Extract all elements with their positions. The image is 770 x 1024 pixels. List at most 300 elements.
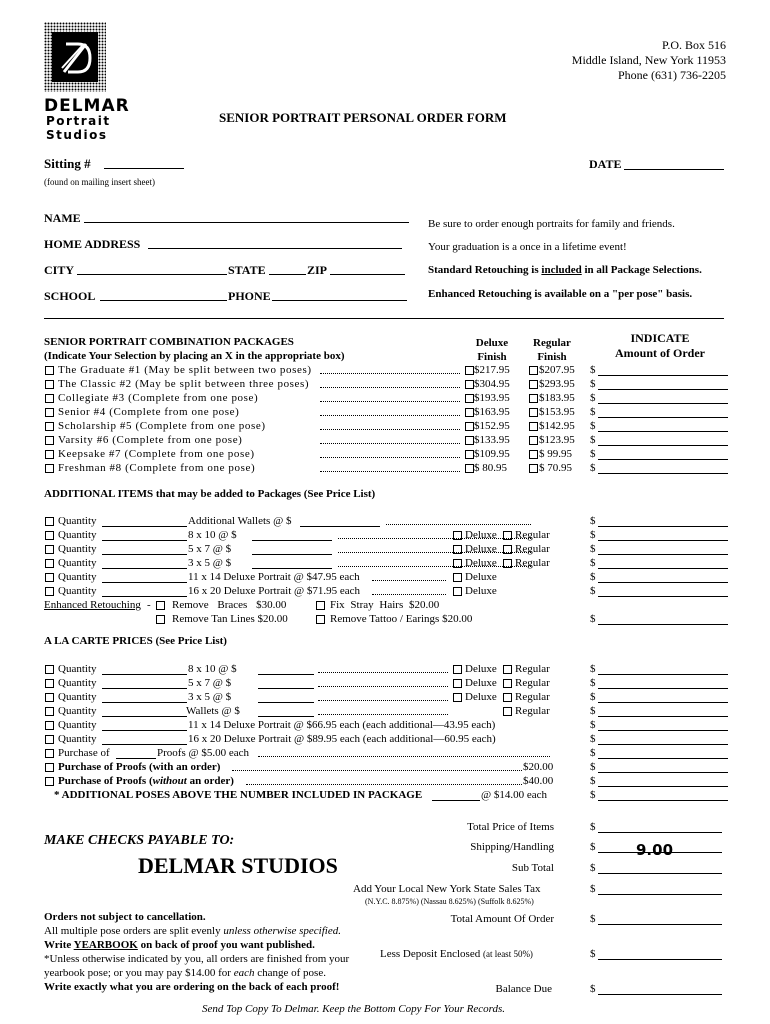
- quantity-label: Quantity: [58, 677, 97, 689]
- quantity-label: Quantity: [58, 705, 97, 717]
- price-field[interactable]: [258, 688, 314, 689]
- additional-title: ADDITIONAL ITEMS that may be added to Packages (See Price List): [44, 488, 376, 500]
- deluxe-finish-header: [474, 336, 510, 364]
- regular-checkbox[interactable]: [529, 408, 538, 417]
- package-checkbox[interactable]: [45, 394, 54, 403]
- deluxe-price: $217.95: [474, 364, 510, 376]
- additional-checkbox[interactable]: [45, 559, 54, 568]
- policy-yearbook: [44, 938, 349, 952]
- state-field[interactable]: [269, 274, 306, 275]
- regular-checkbox[interactable]: [529, 380, 538, 389]
- additional-item-label: 3 x 5 @ $: [188, 557, 232, 569]
- deluxe-checkbox[interactable]: [465, 436, 474, 445]
- regular-checkbox[interactable]: [503, 693, 512, 702]
- package-amount-amount-field[interactable]: [598, 389, 728, 390]
- deluxe-label: Deluxe: [465, 543, 497, 555]
- remove-tan-label: Remove Tan Lines $20.00: [172, 613, 288, 625]
- regular-price: $ 70.95: [539, 462, 572, 474]
- additional-leader: [386, 524, 531, 525]
- package-checkbox[interactable]: [45, 380, 54, 389]
- subtotal-label: Sub Total: [511, 862, 554, 874]
- additional-item-label: 11 x 14 Deluxe Portrait @ $47.95 each: [188, 571, 360, 583]
- quantity-label: Quantity: [58, 543, 97, 555]
- date-label: DATE: [589, 157, 622, 171]
- package-leader: [320, 443, 460, 444]
- package-leader: [320, 387, 460, 388]
- regular-price: $293.95: [539, 378, 575, 390]
- regular-price: $123.95: [539, 434, 575, 446]
- balance-amount-amount-field[interactable]: [598, 994, 722, 995]
- regular-checkbox[interactable]: [529, 366, 538, 375]
- alacarte-amount-dollar: $: [590, 733, 596, 745]
- sitting-field[interactable]: [104, 168, 184, 169]
- alacarte-amount-amount-field[interactable]: [598, 730, 728, 731]
- regular-checkbox[interactable]: [503, 559, 512, 568]
- fix-hairs-checkbox[interactable]: [316, 601, 325, 610]
- package-amount-dollar: $: [590, 392, 596, 404]
- phone-field[interactable]: [272, 300, 407, 301]
- deposit-note: (at least 50%): [482, 949, 533, 959]
- subtotal-amount-amount-field[interactable]: [598, 873, 722, 874]
- package-amount-amount-field[interactable]: [598, 403, 728, 404]
- policy-write-exactly: Write exactly what you are ordering on the back of each proof!: [44, 981, 340, 993]
- package-checkbox[interactable]: [45, 450, 54, 459]
- deluxe-header-2: Finish: [477, 351, 507, 363]
- note-graduation: Your graduation is a once in a lifetime event!: [428, 241, 627, 253]
- alacarte-checkbox[interactable]: [45, 679, 54, 688]
- additional-amount-amount-field[interactable]: [598, 540, 728, 541]
- regular-checkbox[interactable]: [529, 450, 538, 459]
- alacarte-checkbox[interactable]: [45, 735, 54, 744]
- total-items-label: Total Price of Items: [467, 821, 554, 833]
- regular-finish-header: [530, 336, 574, 364]
- quantity-label: Quantity: [58, 663, 97, 675]
- package-name: Varsity #6 (Complete from one pose): [58, 434, 243, 446]
- deluxe-checkbox[interactable]: [453, 587, 462, 596]
- package-checkbox[interactable]: [45, 408, 54, 417]
- payable-name: DELMAR STUDIOS: [138, 853, 338, 878]
- alacarte-item-label: 16 x 20 Deluxe Portrait @ $89.95 each (each additional—60.95 each): [188, 733, 496, 745]
- package-leader: [320, 471, 460, 472]
- note-order-enough: Be sure to order enough portraits for family and friends.: [428, 218, 675, 230]
- remove-braces-checkbox[interactable]: [156, 601, 165, 610]
- retouching-amount-dollar: $: [590, 613, 596, 625]
- additional-item-label: 16 x 20 Deluxe Portrait @ $71.95 each: [188, 585, 361, 597]
- package-leader: [320, 415, 460, 416]
- enhanced-dash-glyph: -: [147, 599, 151, 611]
- shipping-amount-dollar: $: [590, 841, 596, 853]
- deluxe-checkbox[interactable]: [453, 545, 462, 554]
- quantity-label: Quantity: [58, 529, 97, 541]
- regular-header-2: Finish: [537, 351, 567, 363]
- deluxe-checkbox[interactable]: [465, 464, 474, 473]
- enhanced-retouching-label: Enhanced Retouching: [44, 599, 141, 611]
- deluxe-label: Deluxe: [465, 529, 497, 541]
- alacarte-amount-amount-field[interactable]: [598, 744, 728, 745]
- company-address: [572, 38, 726, 83]
- name-label: NAME: [44, 211, 81, 225]
- additional-amount-dollar: $: [590, 571, 596, 583]
- regular-price: $153.95: [539, 406, 575, 418]
- logo-text-studios: Studios: [46, 128, 108, 142]
- alacarte-item-label: 8 x 10 @ $: [188, 663, 237, 675]
- policy-split-b: unless otherwise specified.: [223, 925, 341, 937]
- additional-leader: [372, 594, 446, 595]
- indicate-header: [598, 331, 722, 361]
- additional-amount-dollar: $: [590, 543, 596, 555]
- proofs-without-a: Purchase of Proofs (: [58, 775, 153, 787]
- package-name: Collegiate #3 (Complete from one pose): [58, 392, 259, 404]
- alacarte-item-label: 11 x 14 Deluxe Portrait @ $66.95 each (each additional—43.95 each): [188, 719, 496, 731]
- policy-no-cancel: Orders not subject to cancellation.: [44, 911, 206, 923]
- deluxe-checkbox[interactable]: [465, 422, 474, 431]
- deluxe-checkbox[interactable]: [453, 573, 462, 582]
- deluxe-checkbox[interactable]: [465, 380, 474, 389]
- package-amount-dollar: $: [590, 364, 596, 376]
- phone-label: PHONE: [228, 289, 271, 303]
- alacarte-item-label: Wallets @ $: [186, 705, 240, 717]
- quantity-field[interactable]: [102, 526, 187, 527]
- additional-amount-dollar: $: [590, 529, 596, 541]
- package-name: The Classic #2 (May be split between three poses): [58, 378, 310, 390]
- regular-label: Regular: [515, 691, 550, 703]
- tax-amount-amount-field[interactable]: [598, 894, 722, 895]
- policy-split-a: All multiple pose orders are split evenly: [44, 925, 224, 937]
- regular-checkbox[interactable]: [529, 394, 538, 403]
- deluxe-checkbox[interactable]: [465, 394, 474, 403]
- total-items-amount-amount-field[interactable]: [598, 832, 722, 833]
- additional-amount-amount-field[interactable]: [598, 554, 728, 555]
- additional-checkbox[interactable]: [45, 517, 54, 526]
- total-items-amount-dollar: $: [590, 821, 596, 833]
- alacarte-amount-amount-field[interactable]: [598, 716, 728, 717]
- package-leader: [320, 457, 460, 458]
- quantity-field[interactable]: [102, 702, 187, 703]
- package-amount-amount-field[interactable]: [598, 431, 728, 432]
- delmar-logo: [44, 22, 106, 92]
- additional-poses-amount-amount-field[interactable]: [598, 800, 728, 801]
- footer-note: Send Top Copy To Delmar. Keep the Bottom Copy For Your Records.: [202, 1003, 506, 1015]
- alacarte-leader: [318, 686, 448, 687]
- packages-title: SENIOR PORTRAIT COMBINATION PACKAGES: [44, 336, 294, 348]
- quantity-field[interactable]: [102, 582, 187, 583]
- regular-price: $207.95: [539, 364, 575, 376]
- date-field[interactable]: [624, 169, 724, 170]
- quantity-label: Quantity: [58, 691, 97, 703]
- regular-checkbox[interactable]: [503, 531, 512, 540]
- note-standard-included: included: [541, 264, 582, 276]
- tax-note: (N.Y.C. 8.875%) (Nassau 8.625%) (Suffolk 8.625%): [365, 897, 534, 906]
- policy-block: [44, 910, 349, 994]
- alacarte-checkbox[interactable]: [45, 693, 54, 702]
- additional-amount-amount-field[interactable]: [598, 596, 728, 597]
- package-checkbox[interactable]: [45, 464, 54, 473]
- proofs-with-checkbox[interactable]: [45, 763, 54, 772]
- proofs-without-price: $40.00: [523, 775, 554, 787]
- alacarte-leader: [318, 672, 448, 673]
- alacarte-title: A LA CARTE PRICES (See Price List): [44, 635, 227, 647]
- deluxe-label: Deluxe: [465, 557, 497, 569]
- deluxe-label: Deluxe: [465, 663, 497, 675]
- package-name: Senior #4 (Complete from one pose): [58, 406, 240, 418]
- package-checkbox[interactable]: [45, 422, 54, 431]
- deluxe-checkbox[interactable]: [453, 531, 462, 540]
- quantity-label: Quantity: [58, 557, 97, 569]
- policy-finished: *Unless otherwise indicated by you, all orders are finished from your: [44, 953, 350, 965]
- alacarte-checkbox[interactable]: [45, 665, 54, 674]
- regular-label: Regular: [515, 677, 550, 689]
- regular-label: Regular: [515, 529, 550, 541]
- deluxe-checkbox[interactable]: [465, 450, 474, 459]
- quantity-label: Quantity: [58, 585, 97, 597]
- sitting-note: (found on mailing insert sheet): [44, 177, 155, 187]
- deluxe-checkbox[interactable]: [453, 665, 462, 674]
- proofs-without-leader: [246, 784, 522, 785]
- additional-checkbox[interactable]: [45, 573, 54, 582]
- quantity-field[interactable]: [102, 596, 187, 597]
- price-field[interactable]: [258, 674, 314, 675]
- purchase-proofs-checkbox[interactable]: [45, 749, 54, 758]
- deluxe-price: $133.95: [474, 434, 510, 446]
- additional-poses-label: * ADDITIONAL POSES ABOVE THE NUMBER INCLUDED IN PACKAGE: [54, 789, 423, 801]
- price-field[interactable]: [300, 526, 380, 527]
- purchase-of-label: Purchase of: [58, 747, 110, 759]
- city-field[interactable]: [77, 274, 227, 275]
- price-field[interactable]: [252, 568, 332, 569]
- alacarte-amount-amount-field[interactable]: [598, 674, 728, 675]
- package-amount-amount-field[interactable]: [598, 473, 728, 474]
- proofs-with-label: Purchase of Proofs (with an order): [58, 761, 221, 773]
- package-name: Keepsake #7 (Complete from one pose): [58, 448, 255, 460]
- package-amount-dollar: $: [590, 420, 596, 432]
- note-standard-c: in all Package Selections.: [581, 264, 702, 276]
- additional-amount-amount-field[interactable]: [598, 526, 728, 527]
- proofs-with-amount-amount-field[interactable]: [598, 772, 728, 773]
- deluxe-price: $163.95: [474, 406, 510, 418]
- deluxe-checkbox[interactable]: [453, 693, 462, 702]
- alacarte-amount-dollar: $: [590, 719, 596, 731]
- proofs-with-price: $20.00: [523, 761, 554, 773]
- additional-item-label: 8 x 10 @ $: [188, 529, 237, 541]
- deluxe-checkbox[interactable]: [453, 559, 462, 568]
- school-field[interactable]: [100, 300, 227, 301]
- deluxe-checkbox[interactable]: [465, 408, 474, 417]
- additional-item-label: Additional Wallets @ $: [188, 515, 292, 527]
- retouching-amount-amount-field[interactable]: [598, 624, 728, 625]
- price-field[interactable]: [258, 702, 314, 703]
- form-title: SENIOR PORTRAIT PERSONAL ORDER FORM: [219, 110, 507, 125]
- proofs-amount-dollar: $: [590, 747, 596, 759]
- package-checkbox[interactable]: [45, 436, 54, 445]
- alacarte-amount-dollar: $: [590, 691, 596, 703]
- package-leader: [320, 429, 460, 430]
- policy-yearbook-b: YEARBOOK: [73, 939, 138, 951]
- quantity-label: Quantity: [58, 719, 97, 731]
- alacarte-checkbox[interactable]: [45, 721, 54, 730]
- remove-tattoo-checkbox[interactable]: [316, 615, 325, 624]
- package-leader: [320, 373, 460, 374]
- package-name: Scholarship #5 (Complete from one pose): [58, 420, 266, 432]
- alacarte-leader: [318, 700, 448, 701]
- regular-label: Regular: [515, 543, 550, 555]
- proofs-without-amount-amount-field[interactable]: [598, 786, 728, 787]
- package-name: Freshman #8 (Complete from one pose): [58, 462, 256, 474]
- quantity-label: Quantity: [58, 515, 97, 527]
- proofs-without-checkbox[interactable]: [45, 777, 54, 786]
- deluxe-checkbox[interactable]: [453, 679, 462, 688]
- city-label: CITY: [44, 263, 75, 277]
- address-line-1: P.O. Box 516: [661, 38, 726, 52]
- home-address-field[interactable]: [148, 248, 402, 249]
- section-divider: [44, 318, 724, 319]
- alacarte-amount-dollar: $: [590, 705, 596, 717]
- regular-checkbox[interactable]: [503, 679, 512, 688]
- price-field[interactable]: [252, 540, 332, 541]
- price-field[interactable]: [252, 554, 332, 555]
- payable-label: MAKE CHECKS PAYABLE TO:: [44, 833, 235, 848]
- additional-amount-dollar: $: [590, 557, 596, 569]
- policy-change: [44, 966, 349, 980]
- additional-checkbox[interactable]: [45, 531, 54, 540]
- package-amount-amount-field[interactable]: [598, 459, 728, 460]
- note-standard-a: Standard Retouching is: [428, 264, 542, 276]
- total-order-label: Total Amount Of Order: [450, 913, 554, 925]
- quantity-label: Quantity: [58, 733, 97, 745]
- price-field[interactable]: [258, 716, 314, 717]
- proofs-without-c: an order): [186, 775, 234, 787]
- policy-change-c: change of pose.: [254, 967, 326, 979]
- package-amount-amount-field[interactable]: [598, 417, 728, 418]
- tax-amount-dollar: $: [590, 883, 596, 895]
- package-amount-dollar: $: [590, 448, 596, 460]
- regular-label: Regular: [515, 705, 550, 717]
- balance-amount-dollar: $: [590, 983, 596, 995]
- additional-amount-amount-field[interactable]: [598, 582, 728, 583]
- package-amount-dollar: $: [590, 462, 596, 474]
- proofs-with-leader: [232, 770, 522, 771]
- regular-checkbox[interactable]: [503, 707, 512, 716]
- alacarte-item-label: 5 x 7 @ $: [188, 677, 232, 689]
- company-phone: Phone (631) 736-2205: [618, 68, 726, 82]
- quantity-field[interactable]: [102, 730, 187, 731]
- deluxe-price: $ 80.95: [474, 462, 507, 474]
- regular-header-1: Regular: [533, 337, 571, 349]
- deposit-amount-amount-field[interactable]: [598, 959, 722, 960]
- proofs-without-amount-dollar: $: [590, 775, 596, 787]
- alacarte-amount-dollar: $: [590, 677, 596, 689]
- deluxe-label: Deluxe: [465, 691, 497, 703]
- package-name: The Graduate #1 (May be split between two poses): [58, 364, 312, 376]
- policy-yearbook-a: Write: [44, 939, 74, 951]
- zip-label: ZIP: [307, 263, 328, 277]
- deluxe-label: Deluxe: [465, 677, 497, 689]
- deluxe-label: Deluxe: [465, 571, 497, 583]
- quantity-field[interactable]: [102, 554, 187, 555]
- additional-amount-dollar: $: [590, 585, 596, 597]
- alacarte-amount-amount-field[interactable]: [598, 688, 728, 689]
- deposit-text: Less Deposit Enclosed: [380, 948, 481, 960]
- quantity-label: Quantity: [58, 571, 97, 583]
- quantity-field[interactable]: [102, 540, 187, 541]
- additional-leader: [372, 580, 446, 581]
- package-amount-amount-field[interactable]: [598, 375, 728, 376]
- name-field[interactable]: [84, 222, 409, 223]
- logo-text-delmar: DELMAR: [44, 96, 130, 116]
- address-line-2: Middle Island, New York 11953: [571, 53, 726, 67]
- total-order-amount-amount-field[interactable]: [598, 924, 722, 925]
- alacarte-leader: [318, 714, 448, 715]
- alacarte-amount-amount-field[interactable]: [598, 702, 728, 703]
- packages-subtitle: (Indicate Your Selection by placing an X in the appropriate box): [44, 350, 345, 362]
- additional-poses-field[interactable]: [432, 800, 480, 801]
- remove-tattoo-label: Remove Tattoo / Earings $20.00: [330, 613, 473, 625]
- deluxe-price: $193.95: [474, 392, 510, 404]
- quantity-field[interactable]: [102, 568, 187, 569]
- regular-price: $183.95: [539, 392, 575, 404]
- deluxe-header-1: Deluxe: [475, 337, 509, 349]
- deluxe-price: $109.95: [474, 448, 510, 460]
- shipping-label: Shipping/Handling: [470, 841, 554, 853]
- deposit-amount-dollar: $: [590, 948, 596, 960]
- proofs-amount-amount-field[interactable]: [598, 758, 728, 759]
- alacarte-amount-dollar: $: [590, 663, 596, 675]
- logo-text-portrait-studios: [46, 114, 111, 142]
- regular-checkbox[interactable]: [529, 436, 538, 445]
- logo-text-portrait: Portrait: [46, 114, 111, 128]
- quantity-field[interactable]: [102, 688, 187, 689]
- additional-checkbox[interactable]: [45, 587, 54, 596]
- quantity-field[interactable]: [102, 744, 187, 745]
- deposit-label: [380, 948, 533, 960]
- additional-amount-dollar: $: [590, 515, 596, 527]
- quantity-field[interactable]: [102, 716, 187, 717]
- note-standard-retouching: [428, 264, 702, 276]
- additional-checkbox[interactable]: [45, 545, 54, 554]
- regular-checkbox[interactable]: [503, 665, 512, 674]
- policy-change-a: yearbook pose; or you may pay $14.00 for: [44, 967, 234, 979]
- quantity-field[interactable]: [102, 674, 187, 675]
- regular-checkbox[interactable]: [529, 422, 538, 431]
- package-leader: [320, 401, 460, 402]
- alacarte-checkbox[interactable]: [45, 707, 54, 716]
- school-label: SCHOOL: [44, 289, 96, 303]
- package-amount-amount-field[interactable]: [598, 445, 728, 446]
- package-amount-dollar: $: [590, 378, 596, 390]
- package-amount-dollar: $: [590, 434, 596, 446]
- regular-label: Regular: [515, 663, 550, 675]
- proofs-quantity-field[interactable]: [116, 758, 156, 759]
- home-address-label: HOME ADDRESS: [44, 237, 141, 251]
- regular-checkbox[interactable]: [503, 545, 512, 554]
- package-checkbox[interactable]: [45, 366, 54, 375]
- state-label: STATE: [228, 263, 266, 277]
- additional-poses-price: @ $14.00 each: [481, 789, 548, 801]
- deluxe-checkbox[interactable]: [465, 366, 474, 375]
- proofs-without-b: without: [152, 775, 187, 787]
- proofs-with-amount-dollar: $: [590, 761, 596, 773]
- regular-checkbox[interactable]: [529, 464, 538, 473]
- total-order-amount-dollar: $: [590, 913, 596, 925]
- zip-field[interactable]: [330, 274, 405, 275]
- additional-amount-amount-field[interactable]: [598, 568, 728, 569]
- proofs-leader: [258, 756, 550, 757]
- remove-tan-checkbox[interactable]: [156, 615, 165, 624]
- sitting-label: Sitting #: [44, 156, 91, 171]
- remove-braces-label: Remove Braces $30.00: [172, 599, 287, 611]
- policy-split: [44, 924, 349, 938]
- policy-change-b: each: [233, 967, 255, 979]
- tax-label: Add Your Local New York State Sales Tax: [353, 883, 541, 895]
